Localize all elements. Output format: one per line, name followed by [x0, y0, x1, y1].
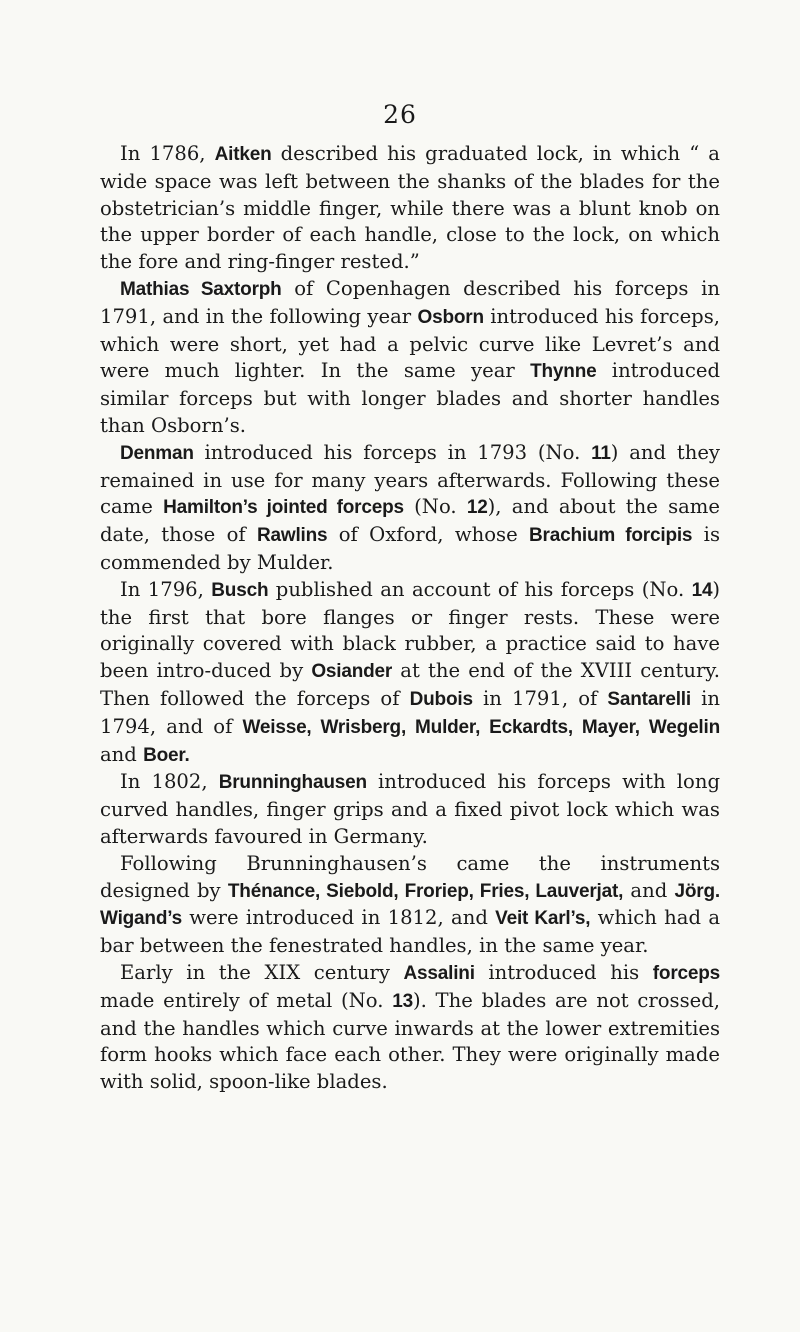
bold-name: Brunninghausen [218, 772, 367, 794]
bold-name: forceps [652, 962, 721, 984]
bold-name: Weisse, Wrisberg, Mulder, Eckardts, Mayer, Wegelin [242, 716, 720, 738]
body-text [100, 141, 720, 1096]
bold-name: Osborn [417, 306, 484, 328]
text-run: In 1802, [120, 770, 219, 794]
bold-name: Jörg. Wigand’s [100, 880, 720, 930]
bold-name: Busch [211, 579, 269, 601]
text-run: which had a bar between the fenestrated handles, in the same year. [100, 906, 721, 958]
text-run: introduced his forceps in 1793 (No. [193, 440, 592, 464]
text-run: and [100, 742, 144, 766]
bold-name: Boer. [143, 744, 190, 766]
bold-name: Veit Karl’s, [495, 908, 591, 930]
bold-name: Mathias Saxtorph [120, 278, 282, 300]
text-run: is commended by Mulder. [100, 523, 720, 574]
text-run: of Oxford, whose [327, 523, 530, 547]
paragraph [100, 960, 720, 1096]
bold-name: Assalini [403, 962, 475, 984]
text-run: ), and about the same date, those of [100, 495, 720, 547]
text-run: in 1791, of [472, 686, 608, 710]
text-run: at the end of the XVIII century. Then followed the forceps of [100, 659, 721, 710]
paragraph [100, 276, 720, 440]
text-run: were introduced in 1812, and [181, 906, 496, 930]
text-run: (No. [403, 495, 467, 519]
bold-name: Hamilton’s jointed forceps [163, 497, 404, 519]
text-run: introduced his forceps, which were short, yet had a pelvic curve like Levret’s and were much lighter. In the same year [100, 304, 720, 383]
bold-name: Aitken [214, 144, 272, 165]
text-run: Early in the XIX century [120, 960, 404, 984]
text-run: ) and they remained in use for many years afterwards. Following these came [100, 440, 720, 519]
text-run: of Copenhagen described his forceps in 1791, and in the following year [100, 276, 720, 328]
paragraph [100, 851, 720, 960]
text-run: In 1796, [120, 577, 212, 601]
bold-name: Dubois [409, 688, 473, 710]
text-run: introduced similar forceps but with longer blades and shorter handles than Osborn’s. [100, 359, 720, 437]
bold-number: 14 [691, 579, 713, 601]
paragraph [100, 577, 720, 770]
bold-name: Thynne [530, 361, 597, 383]
paragraph [100, 141, 720, 276]
text-run: in 1794, and of [100, 686, 720, 738]
text-run: made entirely of metal (No. [100, 988, 393, 1012]
bold-name: Santarelli [607, 688, 691, 710]
page-number: 26 [383, 100, 417, 129]
bold-name: Rawlins [257, 525, 328, 547]
text-run: and [623, 878, 675, 902]
bold-number: 11 [591, 442, 611, 464]
text-run: ) the first that bore flanges or finger rests. These were originally covered with black rubber, a practice said to have been intro-duced by [100, 577, 720, 683]
text-run: described his graduated lock, in which “ a wide space was left between the shanks of the blades for the obstetrician’s middle finger, while there was a blunt knob on the upper border of each handle, close to the lock, on which the fore and ring-finger rested.” [100, 142, 720, 274]
text-run: ). The blades are not crossed, and the handles which curve inwards at the lower extremities form hooks which face each other. They were originally made with solid, spoon-like blades. [100, 988, 720, 1094]
text-run: Following Brunninghausen’s came the instruments designed by [100, 851, 720, 902]
text-run: introduced his [474, 960, 653, 984]
bold-number: 12 [466, 497, 488, 519]
bold-name: Osiander [311, 661, 393, 683]
bold-name: Brachium forcipis [529, 525, 693, 547]
bold-number: 13 [392, 990, 413, 1012]
paragraph [100, 440, 720, 577]
bold-name: Denman [120, 442, 194, 464]
text-run: published an account of his forceps (No. [268, 577, 692, 601]
bold-name: Thénance, Siebold, Froriep, Fries, Lauverjat, [227, 880, 624, 902]
text-run: introduced his forceps with long curved handles, finger grips and a fixed pivot lock which was afterwards favoured in Germany. [100, 770, 720, 848]
paragraph [100, 769, 720, 850]
text-run: In 1786, [120, 142, 215, 165]
